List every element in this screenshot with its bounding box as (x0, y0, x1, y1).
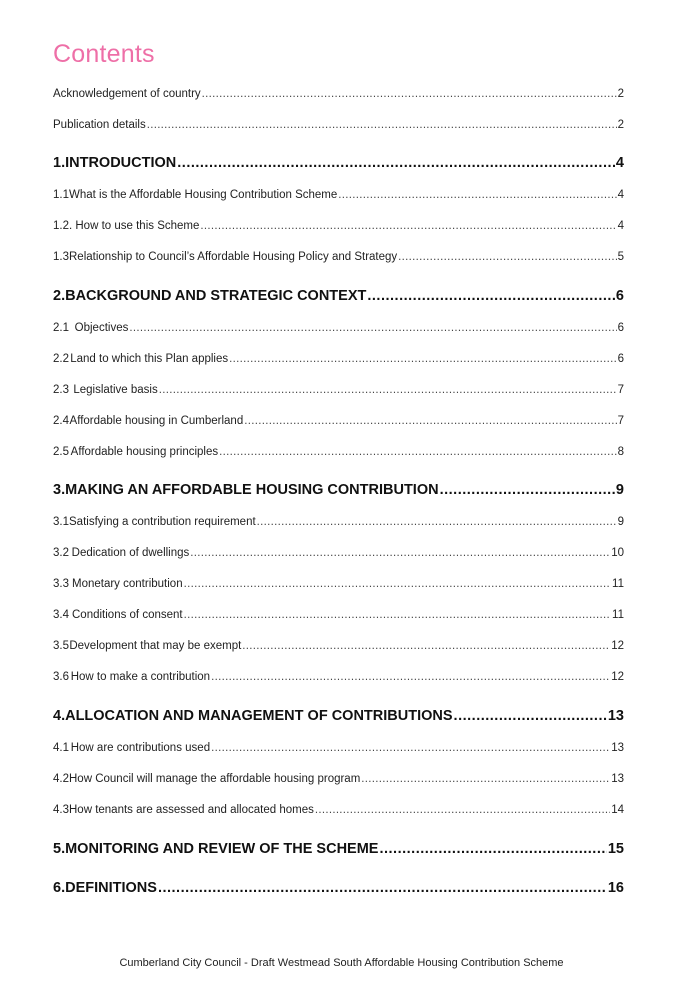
toc-entry-page: 4 (617, 220, 624, 232)
toc-entry[interactable] (53, 640, 624, 652)
dot-leader (177, 155, 615, 171)
page-footer: Cumberland City Council - Draft Westmead South Affordable Housing Contribution Scheme (119, 957, 564, 969)
toc-entry-number: 3.4 (53, 609, 69, 621)
toc-section-label: BACKGROUND AND STRATEGIC CONTEXT (65, 288, 367, 304)
toc-entry[interactable] (53, 578, 624, 590)
dot-leader (184, 578, 611, 590)
dot-leader (338, 189, 616, 201)
toc-entry-page: 9 (617, 516, 624, 528)
toc-entry-label: Satisfying a contribution requirement (69, 516, 256, 528)
toc-entry-page: 10 (611, 547, 624, 559)
toc-entry-page: 14 (611, 804, 624, 816)
toc-entry-page: 13 (611, 742, 624, 754)
toc-entry-number: 3.2 (53, 547, 69, 559)
toc-entry-number: 2.3 (53, 384, 69, 396)
toc-entry-number: 2.4 (53, 415, 69, 427)
dot-leader (211, 671, 610, 683)
dot-leader (379, 841, 606, 857)
toc-section-number: 5. (53, 841, 66, 857)
toc-entry-label: How Council will manage the affordable housing program (69, 773, 361, 785)
toc-entry-number: 3.5 (53, 640, 69, 652)
dot-leader (440, 482, 615, 498)
toc-section-page: 4 (615, 155, 624, 171)
toc-entry[interactable] (53, 671, 624, 683)
toc-section-label: MAKING AN AFFORDABLE HOUSING CONTRIBUTION (65, 482, 439, 498)
toc-section-heading[interactable] (53, 708, 624, 724)
toc-entry-label: 1.2. How to use this Scheme (53, 220, 200, 232)
toc-section-page: 13 (607, 708, 624, 724)
toc-entry-number: 2.2 (53, 353, 69, 365)
toc-section-number: 2. (53, 288, 66, 304)
toc-entry-label: Objectives (74, 322, 129, 334)
toc-entry-page: 13 (611, 773, 624, 785)
dot-leader (315, 804, 610, 816)
toc-entry-page: 5 (617, 251, 624, 263)
toc-section-number: 1. (53, 155, 66, 171)
toc-entry[interactable] (53, 384, 624, 396)
toc-entry-page: 7 (617, 415, 624, 427)
toc-entry[interactable] (53, 415, 624, 427)
toc-entry[interactable] (53, 189, 624, 201)
toc-entry-page: 11 (612, 578, 624, 590)
toc-section-label: DEFINITIONS (65, 880, 157, 896)
toc-section-label: MONITORING AND REVIEW OF THE SCHEME (65, 841, 379, 857)
dot-leader (219, 446, 616, 458)
toc-section-page: 15 (607, 841, 624, 857)
toc-section-number: 4. (53, 708, 66, 724)
dot-leader (229, 353, 616, 365)
toc-entry-label: How tenants are assessed and allocated homes (69, 804, 314, 816)
page-title: Contents (53, 40, 155, 68)
toc-section-heading[interactable] (53, 155, 624, 171)
toc-section-page: 9 (615, 482, 624, 498)
toc-entry-page: 6 (617, 322, 624, 334)
toc-entry-number: 3.1 (53, 516, 69, 528)
toc-section-number: 3. (53, 482, 66, 498)
toc-entry[interactable] (53, 322, 624, 334)
toc-entry-label: Legislative basis (73, 384, 158, 396)
toc-entry-number: 1.1 (53, 189, 69, 201)
toc-entry-number: 2.5 (53, 446, 69, 458)
dot-leader (242, 640, 610, 652)
toc-entry-page: 2 (617, 119, 624, 131)
toc-entry[interactable] (53, 609, 624, 621)
toc-entry-label: Affordable housing in Cumberland (69, 415, 244, 427)
toc-entry-page: 8 (617, 446, 624, 458)
toc-entry-label: Development that may be exempt (69, 640, 242, 652)
dot-leader (129, 322, 616, 334)
dot-leader (257, 516, 617, 528)
toc-section-heading[interactable] (53, 288, 624, 304)
toc-entry-label: Relationship to Council’s Affordable Housing Policy and Strategy (69, 251, 398, 263)
toc-entry-number: 2.1 (53, 322, 69, 334)
toc-entry[interactable] (53, 742, 624, 754)
toc-section-number: 6. (53, 880, 66, 896)
dot-leader (147, 119, 617, 131)
dot-leader (454, 708, 607, 724)
toc-entry[interactable] (53, 220, 624, 232)
toc-entry-label: How are contributions used (70, 742, 211, 754)
toc-entry-number: 3.3 (53, 578, 69, 590)
toc-entry-page: 6 (617, 353, 624, 365)
dot-leader (367, 288, 615, 304)
toc-entry[interactable] (53, 804, 624, 816)
dot-leader (190, 547, 610, 559)
toc-entry-label: Monetary contribution (72, 578, 183, 590)
dot-leader (361, 773, 610, 785)
toc-entry-page: 2 (617, 88, 624, 100)
dot-leader (159, 384, 617, 396)
toc-entry-label: Dedication of dwellings (71, 547, 190, 559)
toc-entry-number: 1.3 (53, 251, 69, 263)
toc-entry[interactable] (53, 446, 624, 458)
dot-leader (202, 88, 617, 100)
toc-entry-number: 4.2 (53, 773, 69, 785)
toc-entry[interactable] (53, 353, 624, 365)
toc-entry[interactable] (53, 119, 624, 131)
toc-entry[interactable] (53, 547, 624, 559)
toc-section-heading[interactable] (53, 880, 624, 896)
dot-leader (244, 415, 616, 427)
toc-section-page: 6 (615, 288, 624, 304)
toc-section-page: 16 (607, 880, 624, 896)
toc-entry-label: Publication details (53, 119, 146, 131)
dot-leader (184, 609, 611, 621)
dot-leader (398, 251, 616, 263)
toc-entry-page: 7 (617, 384, 624, 396)
toc-section-heading[interactable] (53, 482, 624, 498)
dot-leader (211, 742, 610, 754)
toc-entry-label: Affordable housing principles (70, 446, 219, 458)
toc-entry-label: How to make a contribution (70, 671, 211, 683)
toc-entry-page: 12 (611, 671, 624, 683)
toc-section-heading[interactable] (53, 841, 624, 857)
dot-leader (200, 220, 616, 232)
toc-entry-page: 11 (612, 609, 624, 621)
toc-entry-number: 4.1 (53, 742, 69, 754)
toc-entry-label: Conditions of consent (72, 609, 183, 621)
toc-entry[interactable] (53, 88, 624, 100)
toc-section-label: ALLOCATION AND MANAGEMENT OF CONTRIBUTIONS (65, 708, 453, 724)
toc-entry-label: Acknowledgement of country (53, 88, 201, 100)
toc-entry-number: 4.3 (53, 804, 69, 816)
toc-entry-label: What is the Affordable Housing Contribution Scheme (69, 189, 338, 201)
toc-section-label: INTRODUCTION (65, 155, 177, 171)
toc-entry[interactable] (53, 773, 624, 785)
toc-entry-number: 3.6 (53, 671, 69, 683)
toc-entry[interactable] (53, 251, 624, 263)
toc-entry[interactable] (53, 516, 624, 528)
toc-entry-page: 12 (611, 640, 624, 652)
dot-leader (158, 880, 607, 896)
toc-entry-page: 4 (617, 189, 624, 201)
toc-entry-label: Land to which this Plan applies (70, 353, 229, 365)
